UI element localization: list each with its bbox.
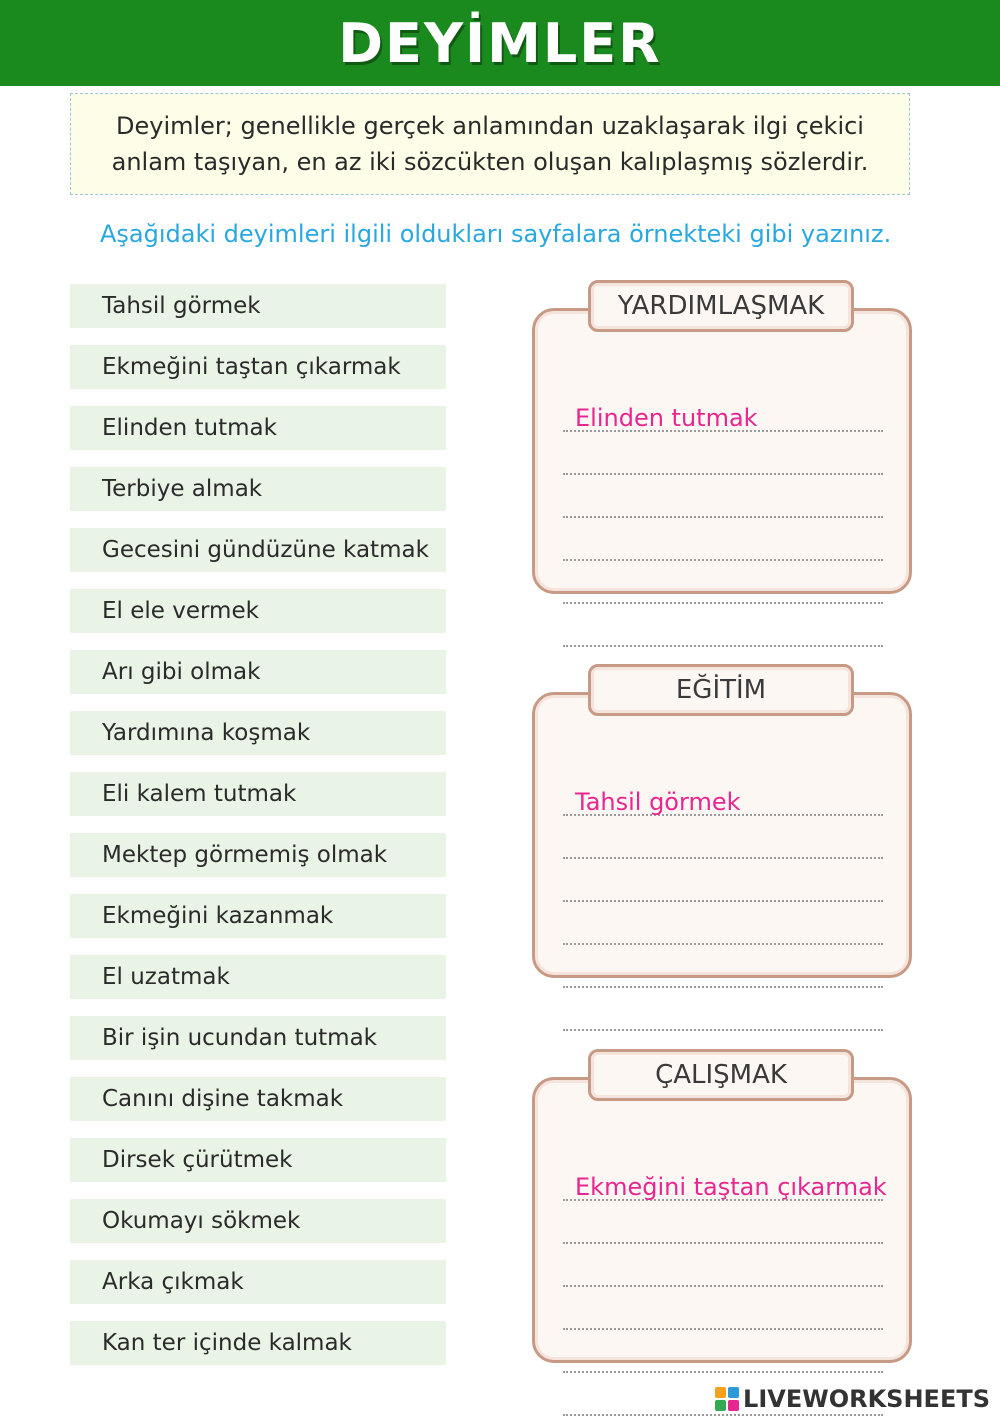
idiom-item[interactable]: Okumayı sökmek	[70, 1199, 446, 1243]
idiom-item[interactable]: Elinden tutmak	[70, 406, 446, 450]
liveworksheets-logo	[715, 1385, 990, 1413]
idiom-item[interactable]: Kan ter içinde kalmak	[70, 1321, 446, 1365]
page-title: DEYİMLER	[338, 11, 662, 75]
category-dropzone[interactable]	[532, 308, 912, 594]
idiom-item[interactable]: Bir işin ucundan tutmak	[70, 1016, 446, 1060]
answer-line[interactable]	[563, 1244, 883, 1287]
idiom-item[interactable]: Terbiye almak	[70, 467, 446, 511]
header-banner	[0, 0, 1000, 86]
answer-line[interactable]	[563, 1158, 887, 1201]
idiom-item[interactable]: Canını dişine takmak	[70, 1077, 446, 1121]
idiom-item[interactable]: Ekmeğini taştan çıkarmak	[70, 345, 446, 389]
category-title: ÇALIŞMAK	[588, 1049, 854, 1101]
answer-line[interactable]	[563, 1287, 883, 1330]
answer-line[interactable]	[563, 988, 883, 1031]
answer-text: Ekmeğini taştan çıkarmak	[575, 1173, 887, 1201]
idiom-item[interactable]: Gecesini gündüzüne katmak	[70, 528, 446, 572]
answer-line[interactable]	[563, 1201, 883, 1244]
answer-line[interactable]	[563, 389, 883, 432]
instruction-text: Aşağıdaki deyimleri ilgili oldukları sayfalara örnekteki gibi yazınız.	[100, 220, 892, 248]
answer-text: Elinden tutmak	[575, 404, 758, 432]
answer-line[interactable]	[563, 902, 883, 945]
answer-text: Tahsil görmek	[575, 788, 741, 816]
logo-icon	[715, 1387, 739, 1411]
answer-line[interactable]	[563, 561, 883, 604]
answer-line[interactable]	[563, 604, 883, 647]
category-dropzone[interactable]	[532, 692, 912, 978]
idiom-item[interactable]: Arı gibi olmak	[70, 650, 446, 694]
idiom-item[interactable]: Ekmeğini kazanmak	[70, 894, 446, 938]
answer-line[interactable]	[563, 816, 883, 859]
answer-line[interactable]	[563, 773, 883, 816]
answer-line[interactable]	[563, 432, 883, 475]
idiom-item[interactable]: Mektep görmemiş olmak	[70, 833, 446, 877]
idiom-item[interactable]: El ele vermek	[70, 589, 446, 633]
idiom-item[interactable]: Yardımına koşmak	[70, 711, 446, 755]
category-title: YARDIMLAŞMAK	[588, 280, 854, 332]
category-title: EĞİTİM	[588, 664, 854, 716]
answer-line[interactable]	[563, 475, 883, 518]
logo-text: LIVEWORKSHEETS	[743, 1385, 990, 1413]
idiom-item[interactable]: Eli kalem tutmak	[70, 772, 446, 816]
answer-line[interactable]	[563, 518, 883, 561]
answer-line[interactable]	[563, 1330, 883, 1373]
answer-line[interactable]	[563, 859, 883, 902]
category-dropzone[interactable]	[532, 1077, 912, 1363]
idiom-list	[70, 284, 446, 1382]
idiom-item[interactable]: Tahsil görmek	[70, 284, 446, 328]
idiom-item[interactable]: El uzatmak	[70, 955, 446, 999]
definition-text: Deyimler; genellikle gerçek anlamından uzaklaşarak ilgi çekici anlam taşıyan, en az iki sözcükten oluşan kalıplaşmış sözlerdir.	[111, 112, 869, 176]
idiom-item[interactable]: Arka çıkmak	[70, 1260, 446, 1304]
answer-line[interactable]	[563, 945, 883, 988]
idiom-item[interactable]: Dirsek çürütmek	[70, 1138, 446, 1182]
definition-box	[70, 93, 910, 195]
